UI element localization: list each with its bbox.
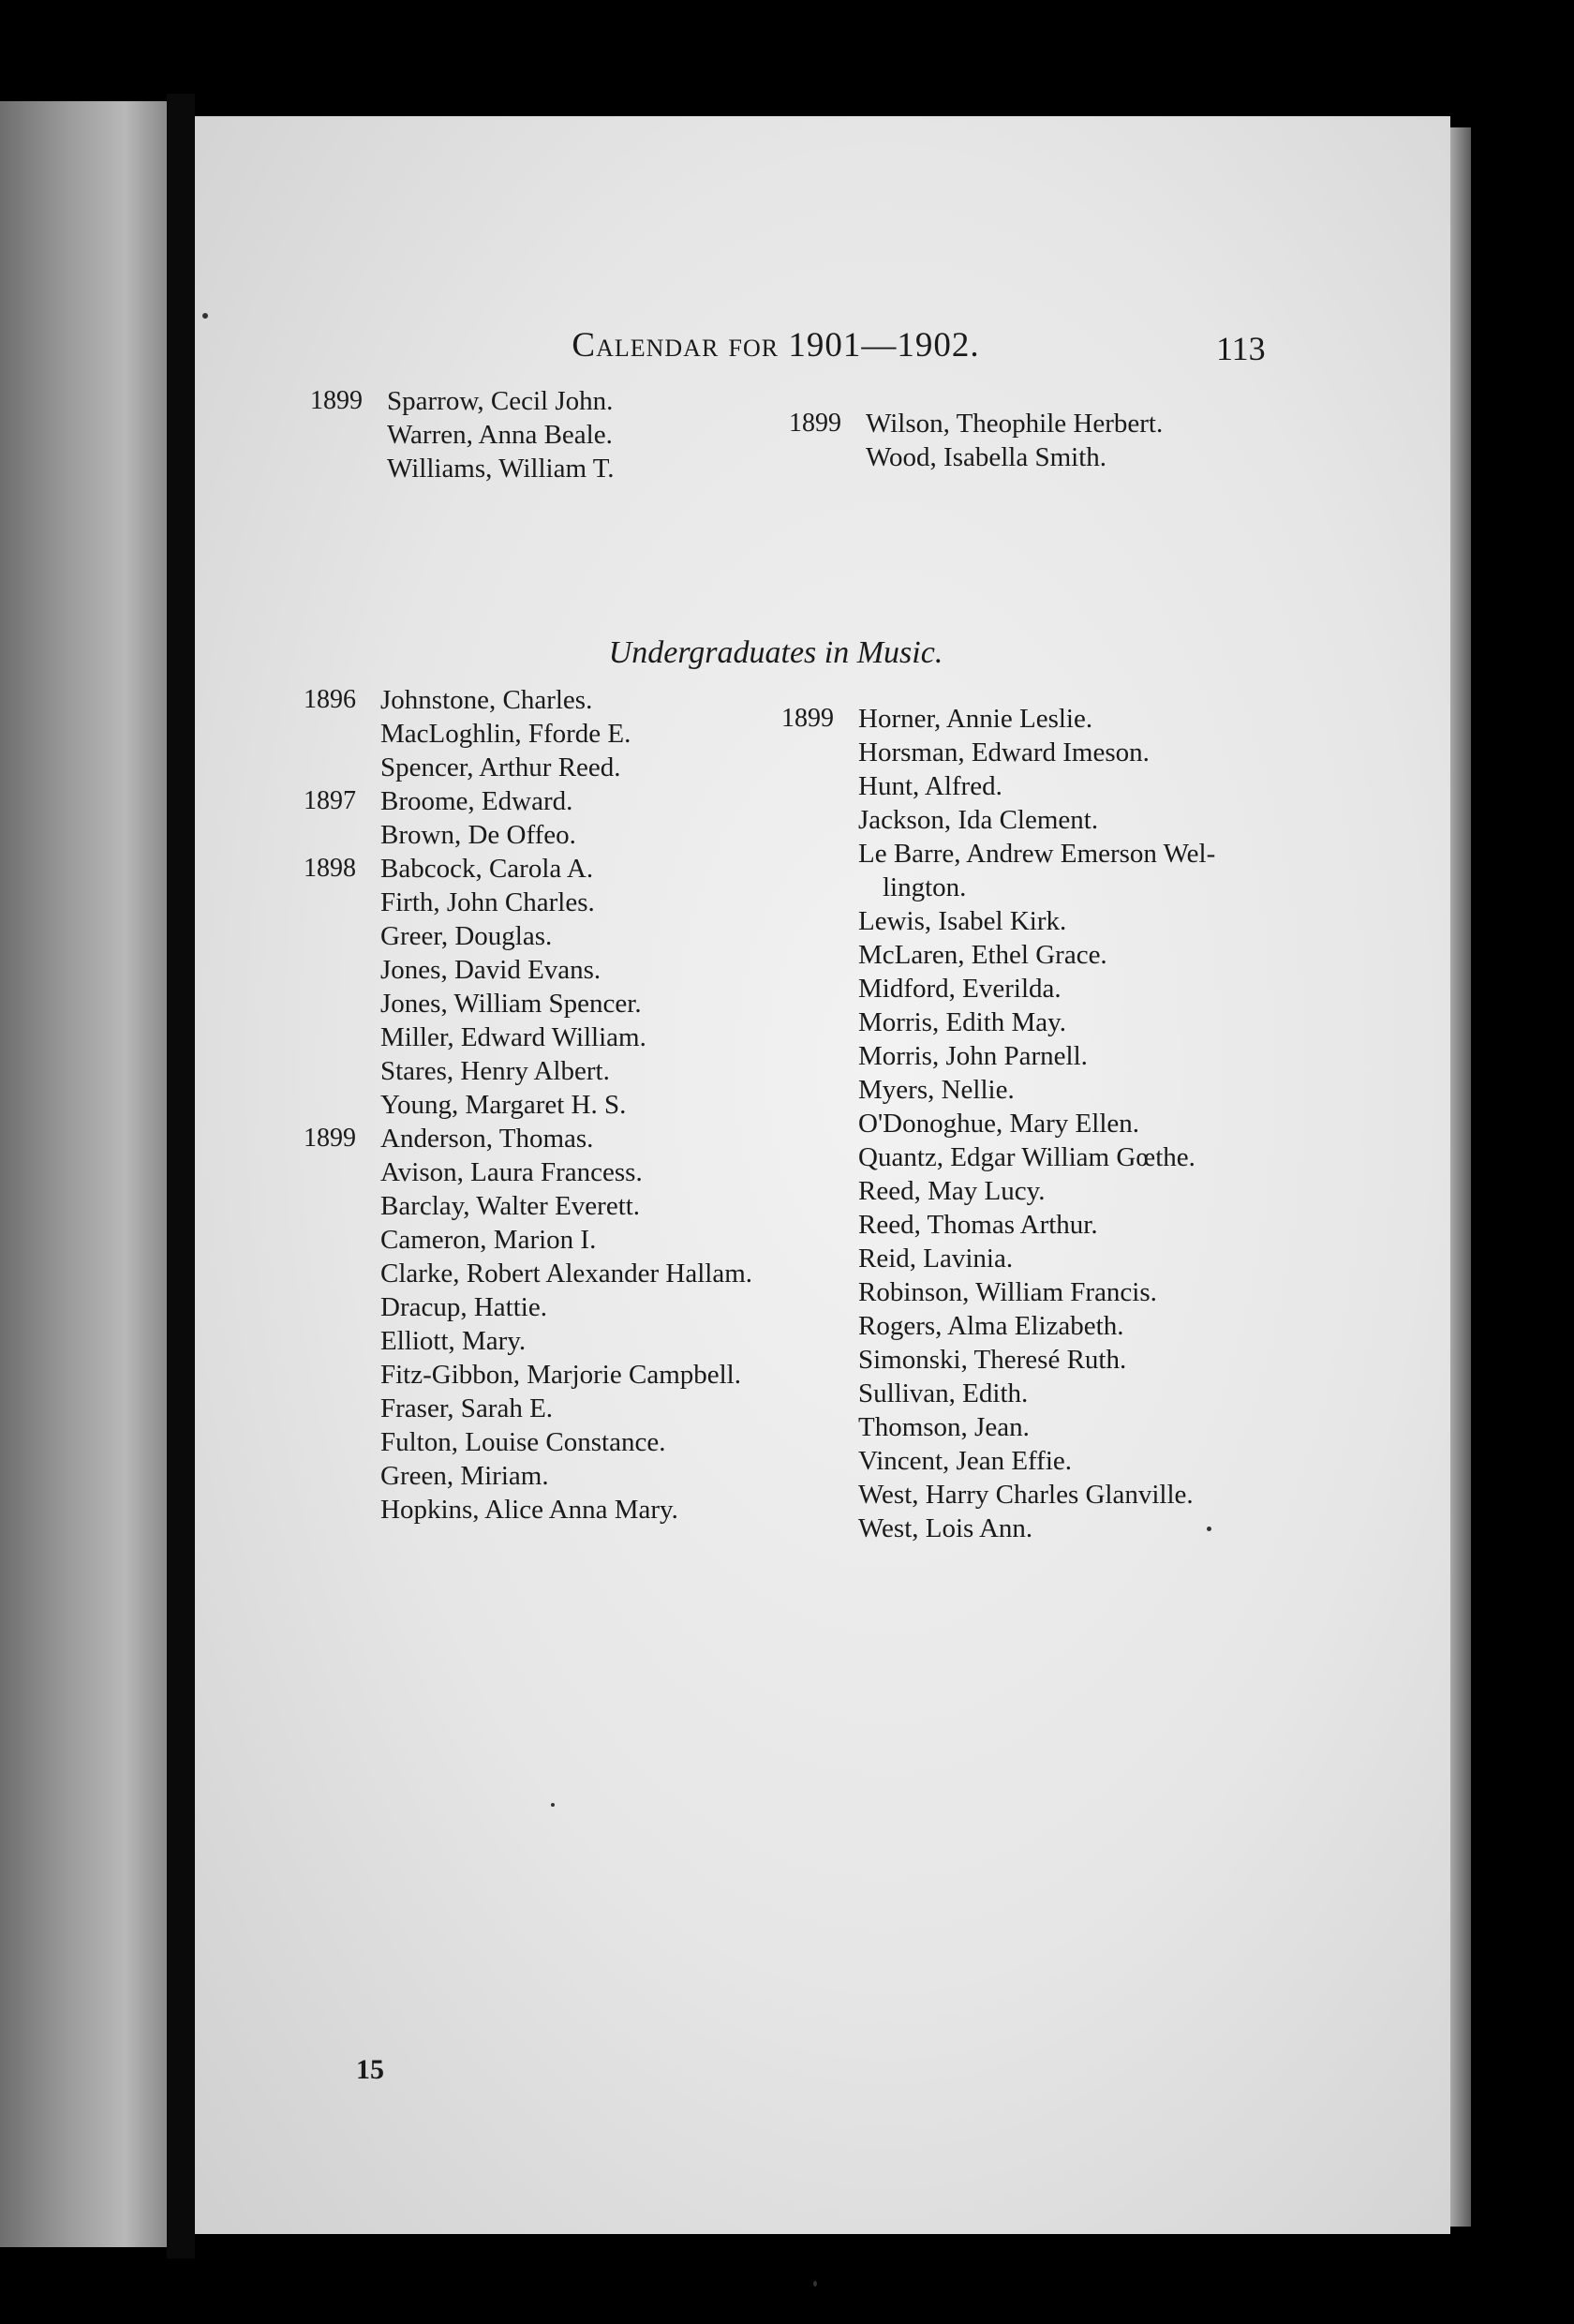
entry-name: Williams, William T. (387, 454, 615, 484)
entry-name: Reid, Lavinia. (858, 1244, 1014, 1274)
entry-name: Reed, May Lucy. (858, 1176, 1046, 1206)
name-entry (304, 1122, 752, 1155)
name-entry (858, 904, 1215, 938)
entry-name: West, Harry Charles Glanville. (858, 1480, 1194, 1510)
entry-name: Broome, Edward. (380, 786, 573, 816)
entry-name: O'Donoghue, Mary Ellen. (858, 1109, 1139, 1139)
name-entry (858, 1006, 1215, 1039)
name-entry (380, 1459, 752, 1493)
entry-name: Avison, Laura Francess. (380, 1157, 643, 1187)
entry-name: Fulton, Louise Constance. (380, 1427, 666, 1457)
entry-name: Clarke, Robert Alexander Hallam. (380, 1259, 753, 1289)
name-entry (858, 1039, 1215, 1073)
name-entry (858, 1242, 1215, 1275)
name-entry (858, 1073, 1215, 1107)
entry-year: 1899 (789, 409, 841, 438)
entry-name: Sparrow, Cecil John. (387, 386, 614, 416)
name-entry (380, 1425, 752, 1459)
entry-name: Wilson, Theophile Herbert. (866, 409, 1164, 439)
entry-name: MacLoghlin, Fforde E. (380, 719, 631, 749)
entry-name: Spencer, Arthur Reed. (380, 752, 621, 782)
name-entry (380, 1054, 752, 1088)
page-sheet (195, 116, 1450, 2234)
print-speck (813, 2281, 817, 2287)
book-gutter (167, 94, 195, 2258)
column-top-right (789, 407, 1164, 474)
name-entry (380, 717, 752, 751)
page-fore-edge (1450, 127, 1471, 2227)
name-entry (380, 1493, 752, 1527)
name-entry (866, 440, 1163, 474)
entry-name: Young, Margaret H. S. (380, 1090, 627, 1120)
section-heading: Undergraduates in Music. (608, 635, 943, 670)
entry-name: Cameron, Marion I. (380, 1225, 597, 1255)
name-entry (858, 1478, 1215, 1512)
name-entry (380, 1020, 752, 1054)
entry-name: Jones, David Evans. (380, 955, 601, 985)
entry-name: Firth, John Charles. (380, 887, 595, 917)
entry-name: Lewis, Isabel Kirk. (858, 906, 1067, 936)
name-entry (380, 1088, 752, 1122)
entry-name: Brown, De Offeo. (380, 820, 576, 850)
entry-name: Hopkins, Alice Anna Mary. (380, 1495, 678, 1525)
name-entry (858, 1140, 1215, 1174)
name-entry (304, 784, 752, 818)
entry-name: Fitz-Gibbon, Marjorie Campbell. (380, 1360, 741, 1390)
entry-name: Midford, Everilda. (858, 974, 1062, 1004)
name-entry (858, 837, 1215, 904)
name-entry (380, 1392, 752, 1425)
print-speck (1207, 1527, 1211, 1531)
entry-name: Dracup, Hattie. (380, 1292, 547, 1322)
name-entry (380, 1290, 752, 1324)
name-entry (380, 886, 752, 919)
entry-name: Thomson, Jean. (858, 1412, 1030, 1442)
name-entry (380, 1223, 752, 1257)
name-entry (858, 803, 1215, 837)
name-entry (380, 953, 752, 987)
name-entry (858, 1512, 1215, 1545)
entry-name: Babcock, Carola A. (380, 854, 594, 884)
name-entry (858, 1107, 1215, 1140)
entry-name: Jones, William Spencer. (380, 989, 642, 1019)
entry-year: 1899 (781, 704, 834, 733)
entry-name: Warren, Anna Beale. (387, 420, 613, 450)
entry-name: Hunt, Alfred. (858, 771, 1002, 801)
entry-name: Morris, Edith May. (858, 1007, 1067, 1037)
name-entry (789, 407, 1164, 440)
entry-name: Miller, Edward William. (380, 1022, 646, 1052)
name-entry (304, 852, 752, 886)
column-top-left (310, 384, 615, 485)
name-entry (858, 1377, 1215, 1410)
entry-name: McLaren, Ethel Grace. (858, 940, 1107, 970)
name-entry (858, 1343, 1215, 1377)
entry-name: West, Lois Ann. (858, 1513, 1033, 1543)
name-entry (304, 683, 752, 717)
running-title: Calendar for 1901—1902. (572, 326, 980, 365)
signature-mark: 15 (356, 2054, 384, 2085)
name-entry (858, 1309, 1215, 1343)
name-entry (858, 736, 1215, 769)
name-entry (380, 919, 752, 953)
name-entry (858, 1174, 1215, 1208)
entry-name: Robinson, William Francis. (858, 1277, 1157, 1307)
page-number: 113 (1216, 330, 1266, 367)
entry-name: Jackson, Ida Clement. (858, 805, 1099, 835)
entry-name: Wood, Isabella Smith. (866, 442, 1107, 472)
name-entry (380, 1257, 752, 1290)
name-entry (380, 1155, 752, 1189)
name-entry (858, 938, 1215, 972)
entry-name: Greer, Douglas. (380, 921, 553, 951)
entry-name: Fraser, Sarah E. (380, 1393, 554, 1423)
name-entry (387, 418, 615, 452)
entry-year: 1899 (304, 1124, 356, 1153)
entry-name: Myers, Nellie. (858, 1075, 1015, 1105)
entry-name: Johnstone, Charles. (380, 685, 593, 715)
entry-name: Green, Miriam. (380, 1461, 549, 1491)
name-entry (858, 972, 1215, 1006)
name-entry (858, 1275, 1215, 1309)
entry-name: Rogers, Alma Elizabeth. (858, 1311, 1124, 1341)
entry-year: 1899 (310, 386, 363, 415)
entry-name: Simonski, Theresé Ruth. (858, 1345, 1127, 1375)
entry-name: Elliott, Mary. (380, 1326, 527, 1356)
entry-name: Reed, Thomas Arthur. (858, 1210, 1098, 1240)
previous-page-edge (0, 101, 167, 2247)
entry-name: Stares, Henry Albert. (380, 1056, 610, 1086)
entry-year: 1897 (304, 786, 356, 815)
entry-name: Horner, Annie Leslie. (858, 704, 1093, 734)
entry-name: Morris, John Parnell. (858, 1041, 1088, 1071)
name-entry (380, 1324, 752, 1358)
entry-name-continuation: lington. (883, 872, 967, 902)
name-entry (858, 1208, 1215, 1242)
entry-year: 1896 (304, 685, 356, 714)
entry-name: Quantz, Edgar William Gœthe. (858, 1142, 1195, 1172)
name-entry (380, 751, 752, 784)
entry-year: 1898 (304, 854, 356, 883)
name-entry (781, 702, 1215, 736)
entry-name: Sullivan, Edith. (858, 1378, 1029, 1408)
entry-name: Anderson, Thomas. (380, 1124, 594, 1154)
name-entry (380, 987, 752, 1020)
name-entry (858, 769, 1215, 803)
entry-name: Vincent, Jean Effie. (858, 1446, 1073, 1476)
column-music-left (304, 683, 753, 1527)
entry-name: Barclay, Walter Everett. (380, 1191, 641, 1221)
name-entry (310, 384, 615, 418)
print-speck (551, 1803, 555, 1807)
name-entry (380, 1358, 752, 1392)
entry-name: Horsman, Edward Imeson. (858, 737, 1150, 767)
name-entry (858, 1410, 1215, 1444)
name-entry (380, 818, 752, 852)
print-speck (202, 313, 208, 319)
entry-name: Le Barre, Andrew Emerson Wel- (858, 839, 1216, 869)
name-entry (387, 452, 615, 485)
name-entry (380, 1189, 752, 1223)
column-music-right (781, 702, 1216, 1545)
name-entry (858, 1444, 1215, 1478)
